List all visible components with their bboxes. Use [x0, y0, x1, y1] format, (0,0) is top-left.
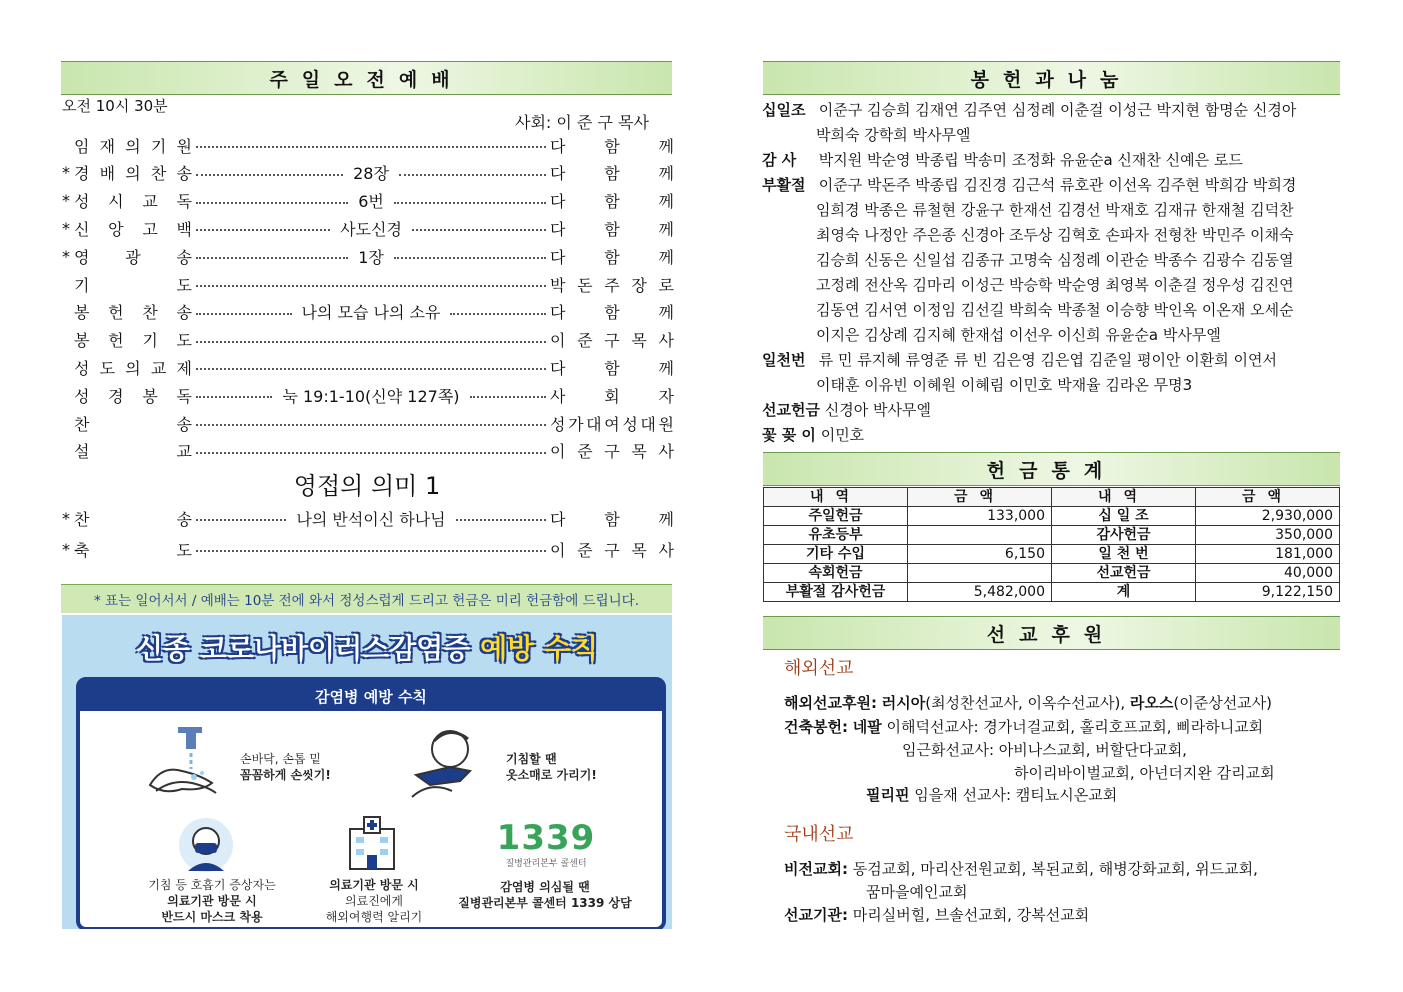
stats-item: 십 일 조: [1052, 507, 1196, 526]
offering-names: 고정례 전산옥 김마리 이성근 박승학 박순영 최영복 이춘걸 정우성 김진연: [816, 276, 1294, 294]
stats-item: 속회헌금: [764, 564, 908, 583]
order-row: [62, 160, 674, 186]
order-item-label: 성 경 봉 독: [74, 386, 192, 406]
stats-head-cell: 내역: [1052, 488, 1196, 507]
offering-row: [762, 248, 1396, 273]
order-row: [62, 327, 674, 353]
leader-dots: [394, 257, 546, 259]
tip-callcenter: 감염병 의심될 땐 질병관리본부 콜센터 1339 상담: [458, 880, 632, 910]
leader-dots: [196, 550, 546, 552]
order-item-leader: 다 함 께: [550, 192, 675, 212]
order-row: [62, 536, 674, 562]
standing-mark: *: [62, 508, 70, 528]
stats-row: [764, 507, 1340, 526]
offering-names: 박희숙 강학희 박사무엘: [816, 126, 971, 144]
order-item-leader: 박 돈 주 장 로: [550, 275, 674, 295]
order-row: [62, 438, 674, 464]
offering-names: 김동연 김서연 이정임 김선길 박희숙 박종철 이승향 박인옥 이온재 오세순: [816, 301, 1294, 319]
stats-item: 계: [1052, 583, 1196, 602]
standing-mark: *: [62, 246, 70, 266]
order-item-detail: 나의 모습 나의 소유: [301, 303, 441, 323]
overseas-line-3: 임근화선교사: 아비나스교회, 버할단다교회,: [902, 741, 1187, 759]
domestic-line-3: 선교기관: 마리실버힐, 브솔선교회, 강복선교회: [784, 906, 1090, 924]
order-item-label: 설 교: [74, 442, 192, 462]
covid-prevention-poster: [62, 615, 672, 929]
overseas-line-4: 하이리바이벌교회, 아넌더지완 감리교회: [1014, 764, 1275, 782]
leader-dots: [196, 396, 272, 398]
domestic-line-1: 비전교회: 동검교회, 마리산전원교회, 복된교회, 해병강화교회, 위드교회,: [784, 860, 1258, 878]
overseas-line-1: 해외선교후원: 러시아(최성찬선교사, 이옥수선교사), 라오스(이준상선교사): [784, 694, 1273, 712]
order-item-label: 경 배 의 찬 송: [74, 164, 192, 184]
stats-amount: 350,000: [1196, 526, 1340, 545]
order-item-leader: 다 함 께: [550, 303, 674, 323]
leader-dots: [196, 285, 546, 287]
leader-dots: [196, 519, 286, 521]
offering-category: 감 사: [762, 151, 797, 169]
offering-names: 이지은 김상례 김지혜 한재섭 이선우 이신희 유윤순a 박사무엘: [816, 326, 1221, 344]
offering-stats-table: [763, 487, 1340, 602]
offering-row: [762, 173, 1342, 198]
leader-dots: [399, 174, 546, 176]
order-row: [62, 215, 674, 241]
leader-dots: [196, 424, 546, 426]
domestic-line-2: 꿈마을예인교회: [866, 883, 968, 901]
order-row: [62, 299, 674, 325]
order-item-leader: 다 함 께: [550, 358, 674, 378]
order-item-leader: 성 가 대 여 성 대 원: [550, 414, 674, 434]
offering-row: [762, 423, 1342, 448]
offering-names: 이민호: [820, 426, 865, 444]
notice-bar: * 표는 일어서서 / 예배는 10분 전에 와서 정성스럽게 드리고 헌금은 미리 헌금함에 드립니다.: [61, 584, 672, 613]
overseas-line-2: 건축봉헌: 네팔 이해덕선교사: 경가너걸교회, 홀리호프교회, 삐라하니교회: [784, 718, 1264, 736]
offering-names: 최영숙 나정안 주은종 신경아 조두상 김혁호 손파자 전형찬 박민주 이채숙: [816, 226, 1294, 244]
offering-names: 이준구 김승희 김재연 김주연 심정례 이춘걸 이성근 박지현 함명순 신경아: [818, 101, 1297, 119]
stats-row: [764, 564, 1340, 583]
stats-item: 기타 수입: [764, 545, 908, 564]
stats-amount: 9,122,150: [1196, 583, 1340, 602]
offering-names: 이준구 박돈주 박종립 김진경 김근석 류호관 이선옥 김주현 박희감 박희경: [818, 176, 1297, 194]
stats-amount: [908, 526, 1052, 545]
mask-icon: [178, 817, 234, 873]
offering-row: [762, 123, 1396, 148]
order-row: [62, 382, 674, 408]
order-item-label: 성 시 교 독: [74, 192, 192, 212]
stats-amount: 5,482,000: [908, 583, 1052, 602]
offering-names: 김승희 신동은 신일섭 김종규 고명숙 심정례 이관순 박종수 김광수 김동열: [816, 251, 1294, 269]
stats-row: [764, 583, 1340, 602]
offering-row: [762, 323, 1396, 348]
offering-row: [762, 273, 1396, 298]
offering-names: 신경아 박사무엘: [824, 401, 931, 419]
stats-amount: [908, 564, 1052, 583]
overseas-line-5: 필리핀 임을재 선교사: 캠티뇨시온교회: [866, 786, 1118, 804]
offering-row: [762, 348, 1342, 373]
order-item-leader: 다 함 께: [550, 136, 674, 156]
offering-row: [762, 373, 1396, 398]
offering-row: [762, 223, 1396, 248]
order-row: [62, 132, 674, 158]
order-item-detail: 1장: [358, 247, 384, 267]
order-row: [62, 271, 674, 297]
overseas-mission-title: 해외선교: [784, 658, 854, 679]
order-item-detail: 나의 반석이신 하나님: [296, 509, 446, 529]
callcenter-number: 1339: [496, 818, 596, 858]
order-row: [62, 410, 674, 436]
order-item-leader: 이 준 구 목 사: [550, 540, 674, 560]
order-item-label: 찬 송: [74, 509, 192, 529]
offering-row: [762, 198, 1396, 223]
stats-item: 부활절 감사헌금: [764, 583, 908, 602]
offering-row: [762, 398, 1342, 423]
cough-icon: [410, 721, 494, 805]
sermon-title: 영접의 의미 1: [293, 472, 441, 500]
order-item-leader: 다 함 께: [550, 164, 675, 184]
tip-cough: 기침할 땐 옷소매로 가리기!: [506, 752, 597, 782]
order-item-label: 임 재 의 기 원: [74, 136, 192, 156]
leader-dots: [196, 202, 348, 204]
leader-dots: [196, 341, 546, 343]
offering-row: [762, 298, 1396, 323]
leader-dots: [196, 229, 330, 231]
stats-row: [764, 545, 1340, 564]
stats-header: 헌금통계: [763, 452, 1340, 486]
poster-bar: 감염병 예방 수칙: [80, 681, 662, 711]
offering-names: 박지원 박순영 박종립 박송미 조정화 유윤순a 신재찬 신예은 로드: [818, 151, 1243, 169]
presider: 사회: 이 준 구 목사: [515, 113, 649, 132]
order-item-leader: 이 준 구 목 사: [550, 331, 674, 351]
offering-names: 류 민 류지혜 류영준 류 빈 김은영 김은엽 김준일 평이안 이환희 이연서: [818, 351, 1277, 369]
stats-amount: 181,000: [1196, 545, 1340, 564]
order-item-leader: 다 함 께: [550, 247, 675, 267]
worship-time: 오전 10시 30분: [62, 97, 168, 115]
stats-item: 주일헌금: [764, 507, 908, 526]
stats-amount: 2,930,000: [1196, 507, 1340, 526]
standing-mark: *: [62, 539, 70, 559]
leader-dots: [394, 202, 546, 204]
offering-names: 이태훈 이유빈 이혜원 이혜림 이민호 박재율 김라온 무명3: [816, 376, 1193, 394]
stats-item: 유초등부: [764, 526, 908, 545]
leader-dots: [450, 313, 546, 315]
mission-header: 선교후원: [763, 616, 1340, 650]
standing-mark: *: [62, 218, 70, 238]
poster-box: [76, 677, 666, 929]
order-item-label: 영 광 송: [74, 247, 192, 267]
order-row: [62, 505, 674, 531]
worship-header: 주일오전예배: [61, 61, 672, 95]
offering-header: 봉헌과나눔: [763, 61, 1340, 95]
leader-dots: [196, 313, 292, 315]
leader-dots: [196, 452, 546, 454]
order-item-label: 기 도: [74, 275, 192, 295]
order-row: [62, 243, 674, 269]
offering-category: 일천번: [762, 351, 806, 369]
leader-dots: [196, 368, 546, 370]
tip-mask: 기침 등 호흡기 증상자는 의료기관 방문 시 반드시 마스크 착용: [148, 878, 276, 924]
tip-hospital: 의료기관 방문 시 의료진에게 해외여행력 알리기: [325, 878, 423, 924]
offering-row: [762, 98, 1342, 123]
order-item-detail: 사도신경: [340, 219, 402, 239]
leader-dots: [412, 229, 546, 231]
hospital-icon: [342, 815, 402, 871]
order-item-leader: 다 함 께: [550, 219, 675, 239]
leader-dots: [196, 257, 348, 259]
offering-names: 임희경 박종은 류철현 강윤구 한재선 김경선 박재호 김재규 한재철 김덕찬: [816, 201, 1294, 219]
leader-dots: [196, 174, 343, 176]
leader-dots: [470, 396, 546, 398]
poster-title: 신종 코로나바이러스감염증 예방 수칙: [135, 632, 599, 665]
order-item-leader: 사 회 자: [550, 386, 674, 406]
order-item-detail: 눅 19:1-10(신약 127쪽): [282, 386, 460, 406]
order-item-leader: 이 준 구 목 사: [550, 442, 674, 462]
order-item-label: 봉 헌 찬 송: [74, 303, 192, 323]
standing-mark: *: [62, 163, 70, 183]
order-item-detail: 6번: [358, 192, 384, 212]
order-item-detail: 28장: [353, 164, 389, 184]
stats-head-row: [764, 488, 1340, 507]
domestic-mission-title: 국내선교: [784, 824, 854, 845]
order-row: [62, 188, 674, 214]
offering-row: [762, 148, 1342, 173]
order-item-label: 봉 헌 기 도: [74, 331, 192, 351]
order-item-label: 신 앙 고 백: [74, 219, 192, 239]
offering-category: 부활절: [762, 176, 806, 194]
tip-handwash: 손바닥, 손톱 밑 꼼꼼하게 손씻기!: [240, 752, 331, 782]
order-item-label: 찬 송: [74, 414, 192, 434]
offering-category: 꽃 꽂 이: [762, 426, 816, 444]
standing-mark: *: [62, 191, 70, 211]
order-row: [62, 354, 674, 380]
stats-amount: 40,000: [1196, 564, 1340, 583]
stats-head-cell: 금액: [908, 488, 1052, 507]
stats-head-cell: 금액: [1196, 488, 1340, 507]
order-item-leader: 다 함 께: [550, 509, 674, 529]
stats-item: 선교헌금: [1052, 564, 1196, 583]
leader-dots: [196, 146, 546, 148]
offering-category: 선교헌금: [762, 401, 820, 419]
stats-item: 일 천 번: [1052, 545, 1196, 564]
stats-amount: 6,150: [908, 545, 1052, 564]
offering-category: 십일조: [762, 101, 806, 119]
leader-dots: [456, 519, 546, 521]
stats-amount: 133,000: [908, 507, 1052, 526]
order-item-label: 성 도 의 교 제: [74, 358, 192, 378]
stats-head-cell: 내역: [764, 488, 908, 507]
handwash-icon: [142, 725, 222, 805]
stats-item: 감사헌금: [1052, 526, 1196, 545]
callcenter-caption: 질병관리본부 콜센터: [505, 859, 587, 869]
order-item-label: 축 도: [74, 540, 192, 560]
stats-row: [764, 526, 1340, 545]
